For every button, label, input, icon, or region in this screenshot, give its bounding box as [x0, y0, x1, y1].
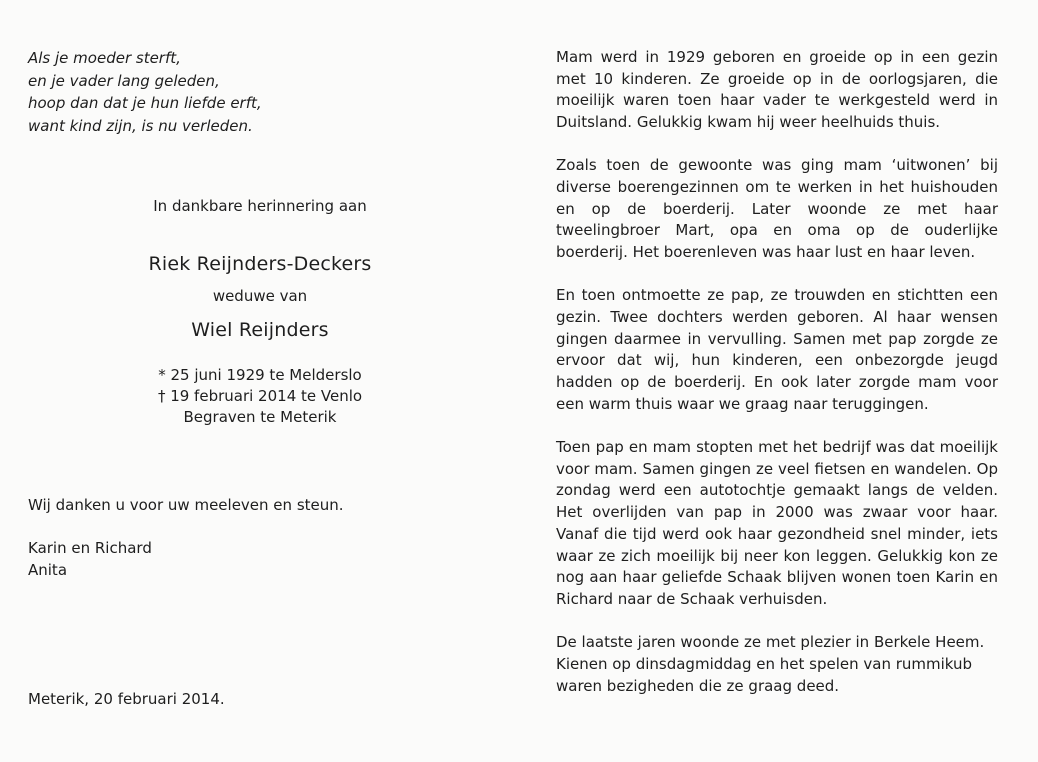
memorial-intro: In dankbare herinnering aan — [153, 197, 367, 215]
family-name: Karin en Richard — [28, 539, 152, 557]
poem-line: en je vader lang geleden, — [28, 71, 220, 90]
thanks-text: Wij danken u voor uw meeleven en steun. — [28, 496, 344, 514]
poem — [28, 47, 498, 137]
deceased-name: Riek Reijnders-Deckers — [148, 253, 372, 275]
burial-line: Begraven te Meterik — [183, 408, 337, 426]
poem-line: hoop dan dat je hun liefde erft, — [28, 94, 262, 112]
life-dates — [0, 365, 520, 428]
family-names — [28, 538, 152, 581]
life-story — [556, 47, 998, 719]
story-paragraph: Toen pap en mam stopten met het bedrijf was dat moeilijk voor mam. Samen gingen ze veel fietsen en wandelen. Op zondag werd een autotochtje gemaakt langs de velden. Het overlijden van pap in 2000 was zwaar voor haar. Vanaf die tijd werd ook haar gezondheid snel minder, iets waar ze zich moeilijk bij neer kon leggen. Gelukkig kon ze nog aan haar geliefde Schaak blijven wonen toen Karin en Richard naar de Schaak verhuisden. — [556, 438, 998, 608]
birth-line: * 25 juni 1929 te Melderslo — [158, 366, 362, 384]
spouse-name: Wiel Reijnders — [191, 319, 329, 341]
poem-line: want kind zijn, is nu verleden. — [28, 116, 253, 135]
story-paragraph: De laatste jaren woonde ze met plezier in Berkele Heem. Kienen op dinsdagmiddag en het spelen van rummikub waren bezigheden die ze graag deed. — [556, 633, 985, 695]
story-paragraph: En toen ontmoette ze pap, ze trouwden en stichtten een gezin. Twee dochters werden geboren. Al haar wensen gingen daarmee in vervulling. Samen met pap zorgde ze ervoor dat wij, hun kinderen, een onbezorgde jeugd hadden op de boerderij. En ook later zorgde mam voor een warm thuis waar we graag naar teruggingen. — [556, 286, 998, 413]
story-paragraph: Mam werd in 1929 geboren en groeide op in een gezin met 10 kinderen. Ze groeide op in de oorlogsjaren, die moeilijk waren toen haar vader te werkgesteld werd in Duitsland. Gelukkig kwam hij weer heelhuids thuis. — [556, 48, 998, 132]
death-line: † 19 februari 2014 te Venlo — [157, 387, 363, 405]
family-name: Anita — [28, 560, 68, 579]
story-paragraph: Zoals toen de gewoonte was ging mam ‘uitwonen’ bij diverse boerengezinnen om te werken in het huishouden en op de boerderij. Later woonde ze met haar tweelingbroer Mart, opa en oma op de ouderlijke boerderij. Het boerenleven was haar lust en haar leven. — [556, 156, 998, 262]
place-date: Meterik, 20 februari 2014. — [28, 690, 225, 708]
poem-line: Als je moeder sterft, — [28, 49, 181, 67]
widow-of-label: weduwe van — [212, 287, 308, 305]
